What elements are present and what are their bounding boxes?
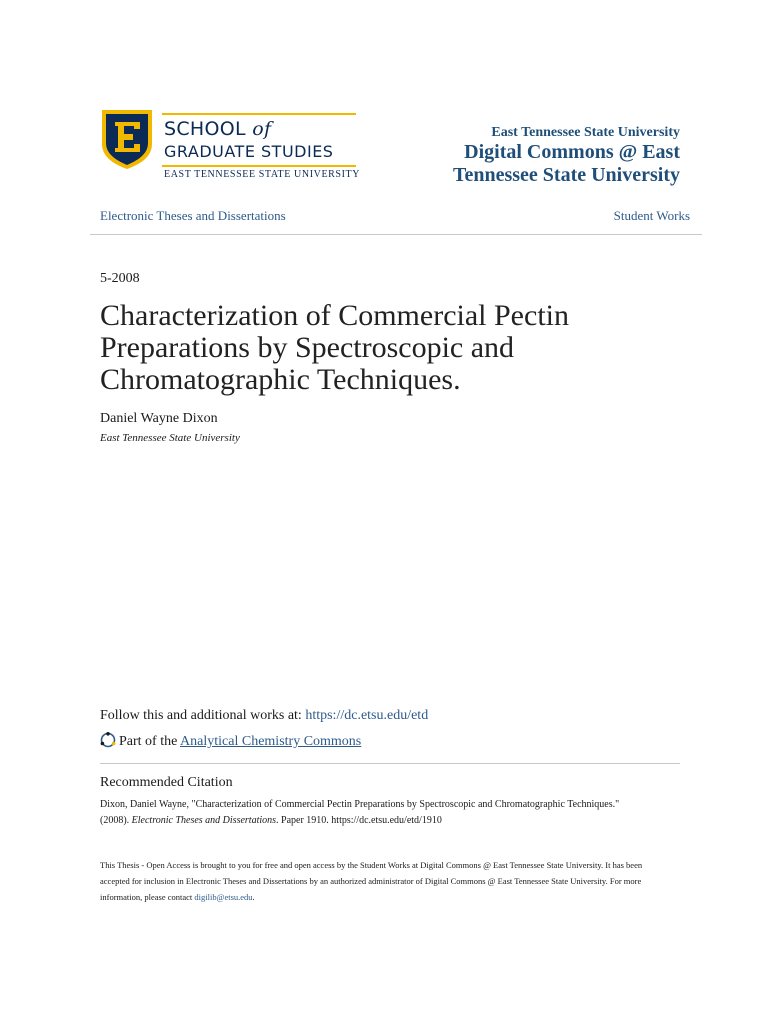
notice-text: This Thesis - Open Access is brought to you for free and open access by the Student Works at Digital Commons @ East Tennessee State University. It has been accepted for inclusion in Electronic Theses and Dissertations by an authorized administrator of Digital Commons @ East Tennessee State University. For more information, please contact xyxy=(100,860,643,902)
publication-date: 5-2008 xyxy=(100,271,140,286)
etsu-shield-icon xyxy=(100,108,154,170)
access-notice: This Thesis - Open Access is brought to you for free and open access by the Student Works at Digital Commons @ East Tennessee State University. It has been accepted for inclusion in Electronic Theses and Dissertations by an authorized administrator of Digital Commons @ East Tennessee State University. For more information, please contact digilib@etsu.edu. xyxy=(100,860,643,902)
divider xyxy=(100,763,680,764)
logo-rule-top xyxy=(162,113,356,115)
logo-school-text: SCHOOL of xyxy=(164,118,272,140)
school-logo xyxy=(100,108,361,182)
logo-university-text: EAST TENNESSEE STATE UNIVERSITY xyxy=(164,169,361,180)
author-affiliation: East Tennessee State University xyxy=(100,432,240,444)
nav-link-student-works[interactable]: Student Works xyxy=(613,208,690,223)
citation-line-1: Dixon, Daniel Wayne, "Characterization of Commercial Pectin Preparations by Spectroscopic and Chromatographic Techniques." xyxy=(100,799,620,810)
logo-graduate-studies-text: GRADUATE STUDIES xyxy=(164,142,334,161)
part-of-line xyxy=(100,732,361,750)
divider xyxy=(90,234,702,235)
citation-heading: Recommended Citation xyxy=(100,775,233,790)
author-name: Daniel Wayne Dixon xyxy=(100,411,218,426)
contact-email-link[interactable]: digilib@etsu.edu xyxy=(194,892,253,902)
paper-title: Characterization of Commercial Pectin Preparations by Spectroscopic and Chromatographic Techniques. xyxy=(100,299,569,396)
follow-url-link[interactable]: https://dc.etsu.edu/etd xyxy=(305,708,429,723)
network-icon xyxy=(100,732,116,748)
follow-label: Follow this and additional works at: xyxy=(100,708,306,723)
analytical-chemistry-commons-link[interactable]: Analytical Chemistry Commons xyxy=(180,734,362,749)
citation-line-2: (2008). Electronic Theses and Dissertations. Paper 1910. https://dc.etsu.edu/etd/1910 xyxy=(100,815,442,826)
part-of-label: Part of the xyxy=(119,734,181,749)
nav-link-theses[interactable]: Electronic Theses and Dissertations xyxy=(100,208,286,223)
university-name[interactable]: East Tennessee State University xyxy=(491,125,680,140)
repository-name[interactable]: Digital Commons @ East Tennessee State University xyxy=(452,141,680,186)
logo-rule-bottom xyxy=(162,165,356,167)
citation-series: Electronic Theses and Dissertations xyxy=(131,815,277,826)
follow-line xyxy=(100,708,428,724)
citation-text xyxy=(100,797,660,829)
